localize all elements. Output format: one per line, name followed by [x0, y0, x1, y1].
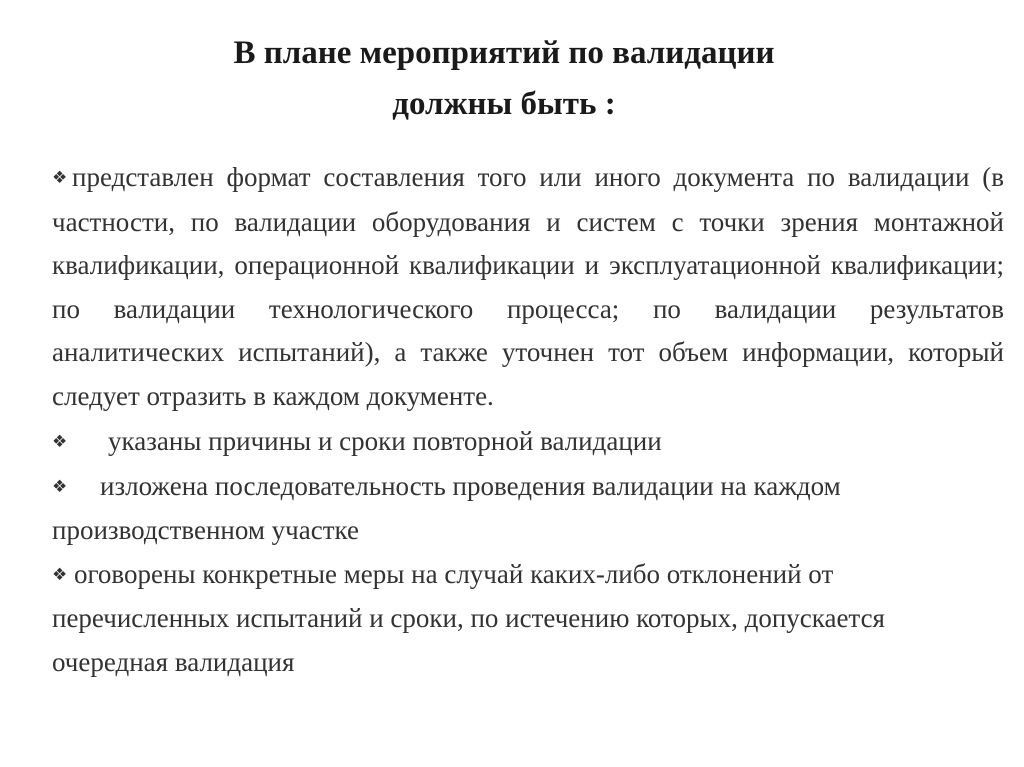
bullet-text: указаны причины и сроки повторной валидации — [108, 426, 662, 456]
bullet-list — [52, 156, 1004, 684]
slide-title-line-2: должны быть : — [392, 86, 616, 122]
bullet-text: изложена последовательность проведения валидации на каждом производственном участке — [52, 470, 841, 545]
bullet-item-validation-sequence — [52, 465, 1004, 553]
diamond-bullet-icon: ❖ — [52, 564, 68, 585]
bullet-text: представлен формат составления того или иного документа по валидации (в частности, по валидации оборудования и систем с точки зрения монтажной квалификации, операционной квалификации и эксплуатационной квалификации; по валидации технологического процесса; по валидации результатов аналитических испытаний), а также уточнен тот объем информации, который следует отразить в каждом документе. — [52, 162, 1004, 411]
slide-title — [0, 28, 1008, 130]
diamond-bullet-icon: ❖ — [52, 168, 68, 188]
bullet-item-document-format — [52, 156, 1004, 418]
bullet-text: оговорены конкретные меры на случай каких-либо отклонений от перечисленных испытаний и сроки, по истечению которых, допускается очередная валидация — [52, 558, 885, 677]
bullet-item-deviation-measures — [52, 553, 1004, 685]
bullet-item-revalidation-reasons — [52, 420, 1004, 465]
diamond-bullet-icon: ❖ — [52, 476, 68, 497]
diamond-bullet-icon: ❖ — [52, 432, 68, 452]
slide-title-line-1: В плане мероприятий по валидации — [233, 35, 775, 71]
